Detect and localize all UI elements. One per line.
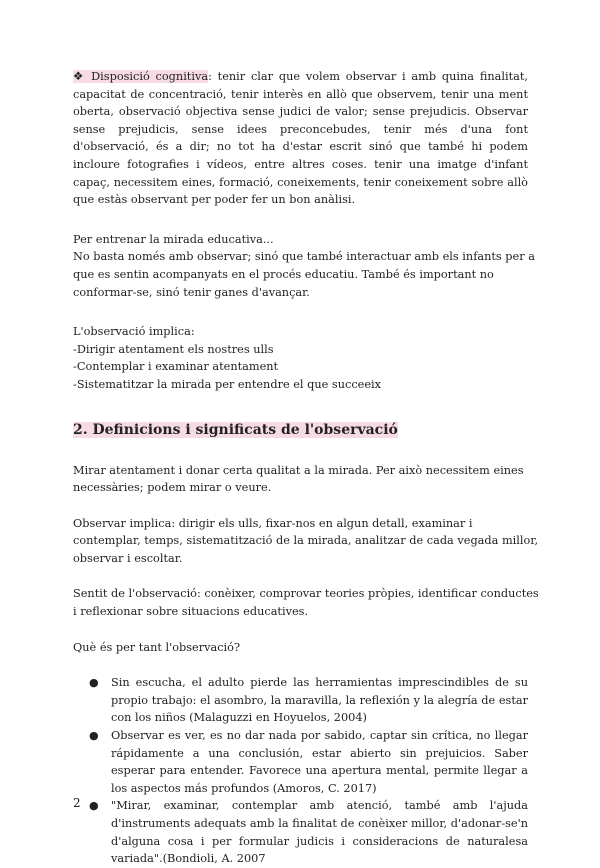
mirar-paragraph (73, 462, 528, 497)
list-item (73, 727, 528, 797)
text-line: -Dirigir atentament els nostres ulls (73, 342, 274, 356)
text-line: Sentit de l'observació: conèixer, comprovar teories pròpies, identificar conductes (73, 587, 539, 601)
section-heading (73, 420, 528, 440)
text-line: i reflexionar sobre situacions educatives. (73, 605, 309, 619)
text-line: conformar-se, sinó tenir ganes d'avançar. (73, 285, 310, 299)
intro-text: : tenir clar que volem observar i amb quina finalitat, capacitat de concentració, tenir interès en allò que observem, tenir una ment oberta, observació objectiva sense judici de valor; sense prejudicis. Observar sense prejudicis, sense idees preconcebudes, tenir més d'una font d'observació, és a dir; no tot ha d'estar escrit sinó que també hi podem incloure fotografies i vídeos, entre altres coses. tenir una imatge d'infant capaç, necessitem eines, formació, coneixements, tenir coneixement sobre allò que estàs observant per poder fer un bon anàlisi. (73, 70, 528, 207)
text-line: Observar implica: dirigir els ulls, fixar-nos en algun detall, examinar i (73, 516, 473, 530)
text-line: -Sistematitzar la mirada per entendre el que succeeix (73, 377, 382, 391)
list-item (73, 797, 528, 867)
intro-paragraph (73, 68, 528, 209)
quotes-list (73, 674, 528, 868)
list-item-text: Sin escucha, el adulto pierde las herramientas imprescindibles de su propio trabajo: el asombro, la maravilla, la reflexión y la alegría de estar con los niños (Malaguzzi en Hoyuelos, 2004) (111, 676, 528, 725)
implica-list (73, 323, 528, 393)
bullet-icon: ● (89, 799, 99, 813)
question-text: Què és per tant l'observació? (73, 640, 241, 654)
list-item-text: Observar es ver, es no dar nada por sabido, captar sin crítica, no llegar rápidamente a una conclusión, estar abierto sin prejuicios. Saber esperar para entender. Favorece una apertura mental, permite llegar a los aspectos más profundos (Amoros, C. 2017) (111, 729, 528, 795)
text-line: L'observació implica: (73, 325, 195, 339)
highlighted-term: ❖ Disposició cognitiva (73, 70, 209, 83)
text-line: que es sentin acompanyats en el procés educatiu. També és important no (73, 267, 494, 281)
text-line: necessàries; podem mirar o veure. (73, 481, 272, 495)
mirada-paragraph (73, 231, 535, 301)
page-number: 2 (73, 796, 81, 810)
text-line: Per entrenar la mirada educativa... (73, 232, 274, 246)
text-line: No basta només amb observar; sinó que també interactuar amb els infants per a (73, 250, 535, 264)
bullet-icon: ● (89, 676, 99, 690)
text-line: observar i escoltar. (73, 551, 183, 565)
bullet-icon: ● (89, 729, 99, 743)
text-line: contemplar, temps, sistematització de la mirada, analitzar de cada vegada millor, (73, 534, 539, 548)
document-page (73, 68, 539, 868)
text-line: Mirar atentament i donar certa qualitat a la mirada. Per això necessitem eines (73, 463, 524, 477)
list-item-text: "Mirar, examinar, contemplar amb atenció, també amb l'ajuda d'instruments adequats amb la finalitat de conèixer millor, d'adonar-se'n d'alguna cosa i per formular judicis i consideracions de naturalesa variada".(Bondioli, A. 2007 (111, 799, 528, 866)
sentit-paragraph (73, 585, 539, 620)
observar-paragraph (73, 515, 539, 568)
section-title: 2. Definicions i significats de l'observació (73, 421, 398, 438)
list-item (73, 674, 528, 727)
text-line: -Contemplar i examinar atentament (73, 360, 279, 374)
